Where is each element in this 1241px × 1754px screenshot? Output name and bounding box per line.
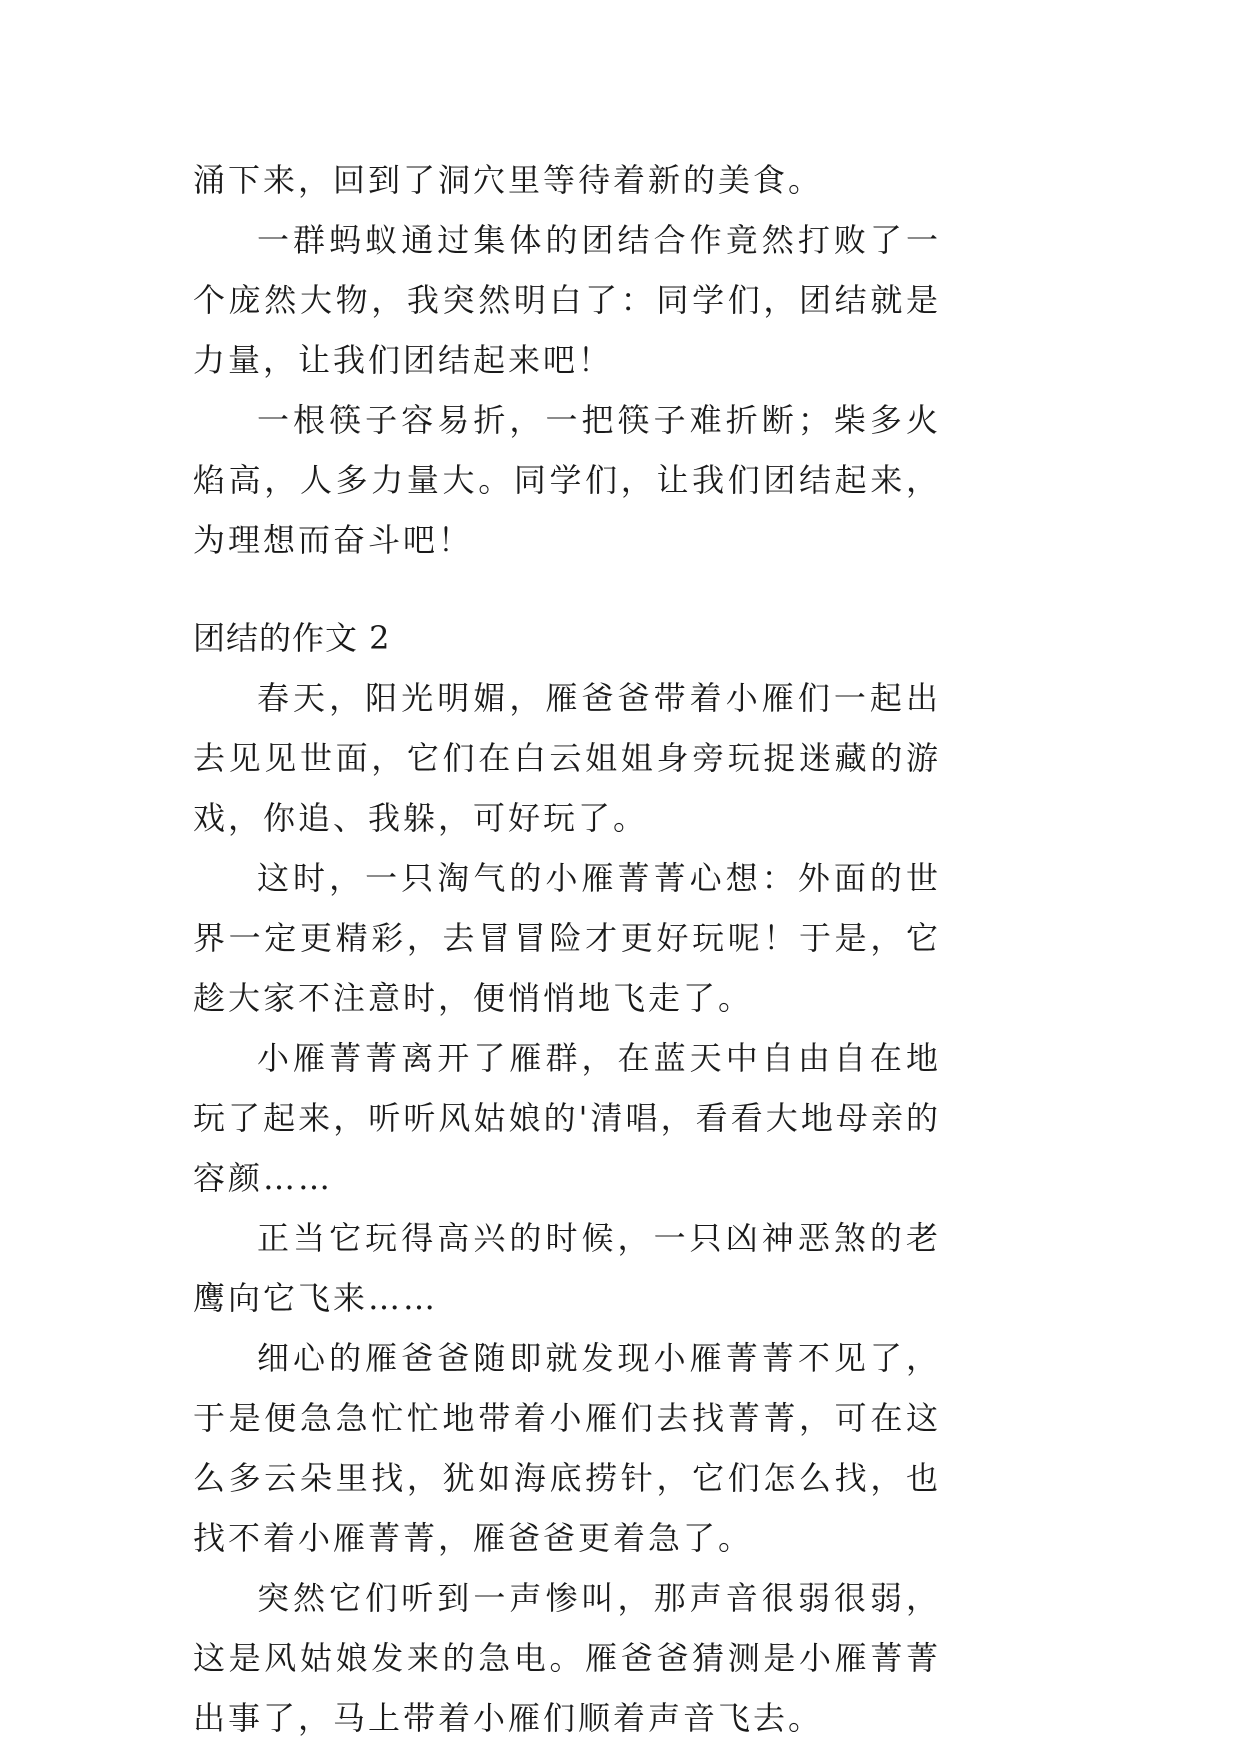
paragraph-leaves-flock: 小雁菁菁离开了雁群，在蓝天中自由自在地玩了起来，听听风姑娘的'清唱，看看大地母亲的容颜…… [193,1039,941,1197]
paragraph-chopsticks: 一根筷子容易折，一把筷子难折断；柴多火焰高，人多力量大。同学们，让我们团结起来，为理想而奋斗吧！ [193,401,941,559]
paragraph-ant-teamwork: 一群蚂蚁通过集体的团结合作竟然打败了一个庞然大物，我突然明白了：同学们，团结就是力量，让我们团结起来吧！ [193,221,941,379]
paragraph-search: 细心的雁爸爸随即就发现小雁菁菁不见了，于是便急急忙忙地带着小雁们去找菁菁，可在这么多云朵里找，犹如海底捞针，它们怎么找，也找不着小雁菁菁，雁爸爸更着急了。 [193,1339,941,1557]
section-two [193,608,941,1748]
section-one [193,150,941,570]
paragraph-eagle: 正当它玩得高兴的时候，一只凶神恶煞的老鹰向它飞来…… [193,1219,941,1317]
section-gap [193,570,941,608]
paragraph-naughty-goose: 这时，一只淘气的小雁菁菁心想：外面的世界一定更精彩，去冒冒险才更好玩呢！于是，它趁大家不注意时，便悄悄地飞走了。 [193,859,941,1017]
paragraph-cry: 突然它们听到一声惨叫，那声音很弱很弱，这是风姑娘发来的急电。雁爸爸猜测是小雁菁菁出事了，马上带着小雁们顺着声音飞去。 [193,1579,941,1737]
paragraph-spring: 春天，阳光明媚，雁爸爸带着小雁们一起出去见见世面，它们在白云姐姐身旁玩捉迷藏的游戏，你追、我躲，可好玩了。 [193,679,941,837]
essay-heading: 团结的作文 2 [193,619,391,657]
paragraph-continuation: 涌下来，回到了洞穴里等待着新的美食。 [193,161,824,199]
